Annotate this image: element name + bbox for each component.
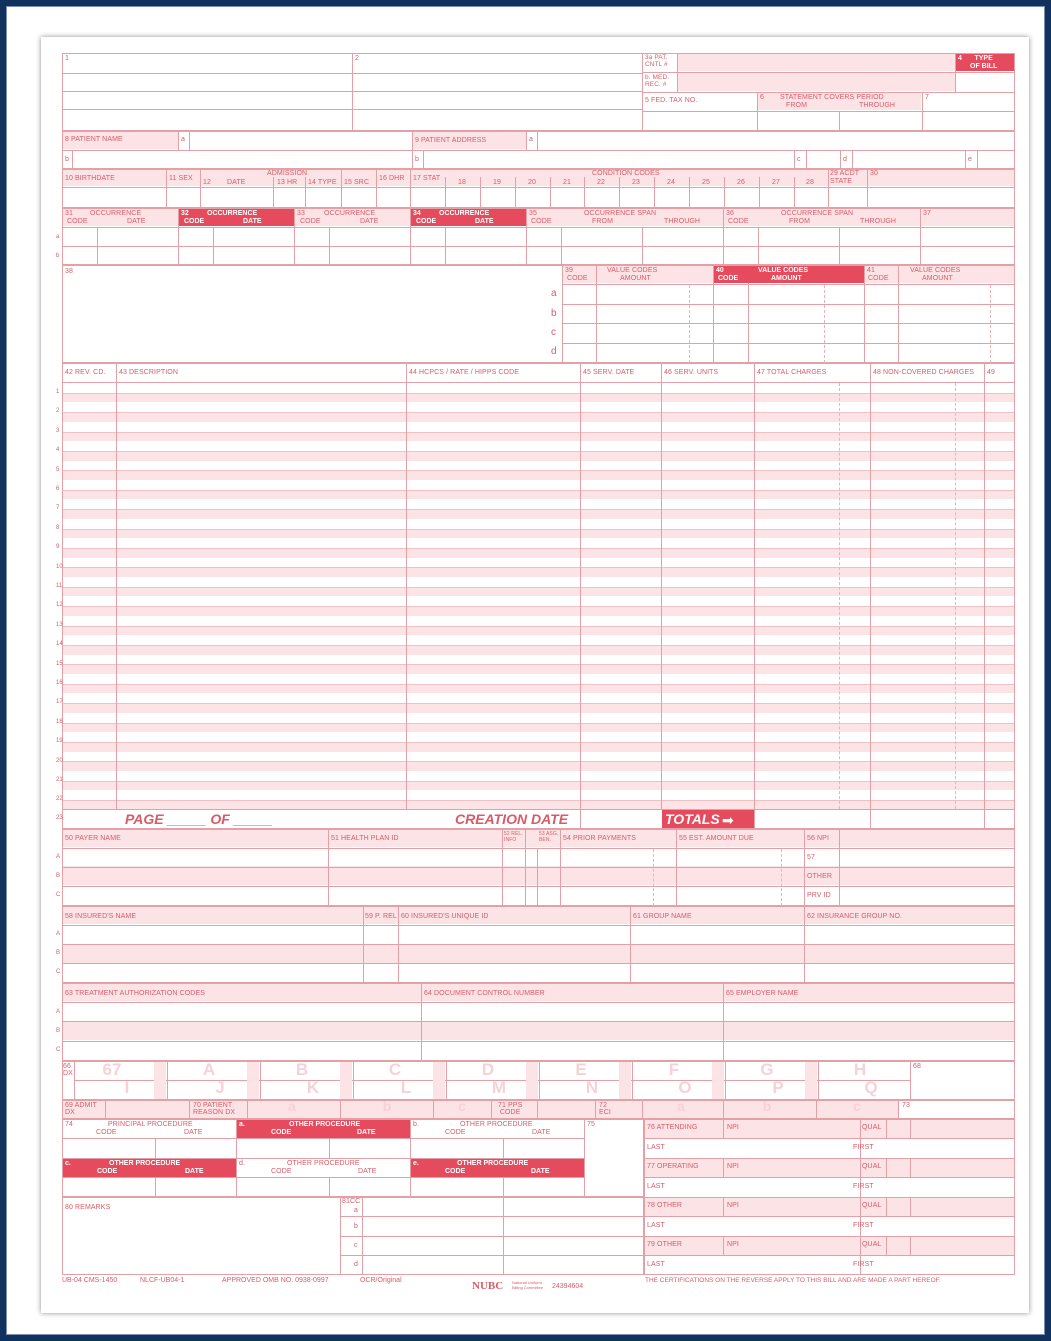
condition-code-23: 23 bbox=[632, 179, 640, 186]
physician-qual-label: QUAL bbox=[862, 1163, 882, 1170]
service-line-row[interactable] bbox=[63, 703, 1014, 713]
nlcf-label: NLCF-UB04-1 bbox=[140, 1277, 185, 1284]
physician-last-label: LAST bbox=[647, 1144, 665, 1151]
physician-npi-label: NPI bbox=[727, 1163, 739, 1170]
service-line-number: 2 bbox=[56, 408, 60, 415]
field-42-rev-cd-label: 42 REV. CD. bbox=[65, 369, 106, 376]
payer-row-a-marker: A bbox=[56, 854, 61, 860]
field-51-health-plan-id-label: 51 HEALTH PLAN ID bbox=[331, 835, 399, 842]
procedure-e-date-label: DATE bbox=[531, 1168, 550, 1175]
field-39-number: 39 bbox=[565, 267, 573, 274]
field-32-code-label: CODE bbox=[184, 218, 205, 225]
field-47-total-charges-label: 47 TOTAL CHARGES bbox=[757, 369, 827, 376]
field-53-asg-ben-label: 53 ASG. BEN. bbox=[539, 831, 559, 843]
service-line-number: 4 bbox=[56, 447, 60, 454]
field-81-cc-label: 81CC bbox=[342, 1198, 361, 1205]
physician-last-label: LAST bbox=[647, 1183, 665, 1190]
field-32-number: 32 bbox=[181, 210, 189, 217]
field-2-label: 2 bbox=[355, 55, 359, 62]
physician-first-label: FIRST bbox=[853, 1261, 874, 1268]
field-34-date-label: DATE bbox=[475, 218, 494, 225]
service-line-number: 15 bbox=[56, 660, 63, 667]
arrow-right-icon: ➡ bbox=[722, 812, 734, 828]
physician-qual-label: QUAL bbox=[862, 1202, 882, 1209]
dx-code-label-top: B bbox=[295, 1060, 309, 1079]
omb-approval-label: APPROVED OMB NO. 0938-0997 bbox=[222, 1277, 329, 1284]
field-8-patient-name-label: 8 PATIENT NAME bbox=[65, 136, 123, 143]
value-row-d-label: d bbox=[551, 346, 557, 357]
field-45-serv-date-label: 45 SERV. DATE bbox=[583, 369, 635, 376]
auth-row-a-marker: A bbox=[56, 1009, 61, 1015]
field-36-number: 36 bbox=[726, 210, 734, 217]
dx-code-label-top: E bbox=[575, 1060, 587, 1079]
dx-code-label-bottom: N bbox=[585, 1078, 599, 1097]
field-12-label: 12 bbox=[203, 179, 211, 186]
field-30-label: 30 bbox=[870, 170, 878, 177]
condition-code-26: 26 bbox=[737, 179, 745, 186]
form-id-label: UB-04 CMS-1450 bbox=[62, 1277, 118, 1284]
field-1-label: 1 bbox=[65, 55, 69, 62]
field-6-through: THROUGH bbox=[859, 102, 896, 109]
field-41-amount-label: AMOUNT bbox=[922, 275, 953, 282]
field-36-span-label: OCCURRENCE SPAN bbox=[781, 210, 854, 217]
field-74-principal-procedure-label: PRINCIPAL PROCEDURE bbox=[108, 1121, 193, 1128]
physician-76-label: 76 ATTENDING bbox=[647, 1124, 698, 1131]
service-line-row[interactable] bbox=[63, 412, 1014, 422]
field-31-code-label: CODE bbox=[67, 218, 88, 225]
insured-row-b-marker: B bbox=[56, 950, 61, 956]
field-74-number: 74 bbox=[65, 1121, 73, 1128]
service-line-number: 11 bbox=[56, 583, 63, 589]
field-31-number: 31 bbox=[65, 210, 73, 217]
field-57-label: 57 bbox=[807, 854, 815, 861]
physician-78-label: 78 OTHER bbox=[647, 1202, 683, 1209]
service-line-number: 10 bbox=[56, 563, 63, 570]
service-line-number: 9 bbox=[56, 544, 60, 551]
procedure-d-other-label: OTHER PROCEDURE bbox=[287, 1160, 360, 1167]
field-81-row-c: c bbox=[354, 1242, 358, 1249]
service-line-number: 21 bbox=[56, 777, 63, 783]
service-line-23-number: 23 bbox=[56, 815, 63, 821]
field-67-ghost-label: 67 bbox=[102, 1060, 122, 1079]
service-line-number: 3 bbox=[56, 427, 60, 434]
field-16-dhr-label: 16 DHR bbox=[379, 175, 405, 182]
field-32-date-label: DATE bbox=[243, 218, 262, 225]
dx-code-label-top: A bbox=[202, 1060, 216, 1079]
procedure-d-code-label: CODE bbox=[271, 1168, 292, 1175]
condition-code-21: 21 bbox=[563, 179, 571, 186]
field-70-patient-reason-dx-label: 70 PATIENT REASON DX bbox=[193, 1102, 236, 1116]
field-6-number: 6 bbox=[760, 94, 764, 101]
procedure-a-letter: a. bbox=[239, 1121, 245, 1128]
field-39-value-codes-label: VALUE CODES bbox=[607, 267, 658, 274]
procedure-e-header bbox=[411, 1159, 584, 1177]
field-8a-label: a bbox=[181, 136, 185, 143]
field-81-row-d: d bbox=[354, 1261, 358, 1268]
procedure-b-letter: b. bbox=[413, 1121, 420, 1128]
procedure-b-code-label: CODE bbox=[445, 1129, 466, 1136]
page-of-label: PAGE _____ OF _____ bbox=[125, 811, 273, 827]
procedure-c-date-label: DATE bbox=[185, 1168, 204, 1175]
dx-code-label-bottom: Q bbox=[864, 1078, 878, 1097]
service-line-row[interactable] bbox=[63, 761, 1014, 771]
field-33-date-label: DATE bbox=[360, 218, 379, 225]
procedure-d-letter: d. bbox=[239, 1160, 246, 1167]
field-35-through-label: THROUGH bbox=[664, 218, 701, 225]
value-row-a-label: a bbox=[551, 288, 557, 299]
condition-code-25: 25 bbox=[702, 179, 710, 186]
service-line-row[interactable] bbox=[63, 626, 1014, 636]
dx-code-label-bottom: J bbox=[215, 1078, 225, 1097]
procedure-e-code-label: CODE bbox=[445, 1168, 466, 1175]
field-57-other-label: OTHER bbox=[807, 873, 832, 880]
physician-79-label: 79 OTHER bbox=[647, 1241, 683, 1248]
field-70b-ghost: b bbox=[382, 1098, 392, 1114]
field-54-prior-payments-label: 54 PRIOR PAYMENTS bbox=[563, 835, 637, 842]
field-34-header bbox=[411, 209, 526, 226]
field-9-patient-address-label: 9 PATIENT ADDRESS bbox=[415, 137, 487, 144]
nubc-subtitle: National Uniform Billing Committee bbox=[512, 1280, 544, 1290]
page-frame bbox=[6, 6, 1045, 1335]
field-69-admit-dx-label: 69 ADMIT DX bbox=[65, 1102, 97, 1116]
procedure-e-other-label: OTHER PROCEDURE bbox=[457, 1160, 529, 1167]
procedure-b-date-label: DATE bbox=[532, 1129, 551, 1136]
field-75-label: 75 bbox=[587, 1121, 595, 1128]
field-63-treatment-authorization-label: 63 TREATMENT AUTHORIZATION CODES bbox=[65, 990, 205, 997]
certification-statement: THE CERTIFICATIONS ON THE REVERSE APPLY TO THIS BILL AND ARE MADE A PART HEREOF. bbox=[645, 1277, 941, 1284]
physician-last-label: LAST bbox=[647, 1261, 665, 1268]
physician-first-label: FIRST bbox=[853, 1222, 874, 1229]
physician-77-label: 77 OPERATING bbox=[647, 1163, 699, 1170]
physician-npi-label: NPI bbox=[727, 1241, 739, 1248]
physician-last-label: LAST bbox=[647, 1222, 665, 1229]
procedure-a-code-label: CODE bbox=[271, 1129, 292, 1136]
field-72b-ghost: b bbox=[762, 1098, 772, 1114]
field-11-sex-label: 11 SEX bbox=[169, 175, 193, 182]
procedure-a-date-label: DATE bbox=[357, 1129, 376, 1136]
field-5-label: 5 FED. TAX NO. bbox=[645, 97, 698, 104]
field-8b-label: b bbox=[65, 156, 69, 163]
ub04-claim-form-sheet bbox=[41, 37, 1029, 1313]
field-62-insurance-group-no-label: 62 INSURANCE GROUP NO. bbox=[807, 913, 903, 920]
field-4-label: TYPE OF BILL bbox=[970, 55, 998, 70]
service-line-number: 18 bbox=[56, 718, 63, 725]
service-line-row[interactable] bbox=[63, 742, 1014, 752]
field-74-code-label: CODE bbox=[96, 1129, 117, 1136]
field-31-date-label: DATE bbox=[127, 218, 146, 225]
field-44-hcpcs-label: 44 HCPCS / RATE / HIPPS CODE bbox=[409, 369, 520, 376]
field-43-description-label: 43 DESCRIPTION bbox=[119, 369, 178, 376]
service-line-number: 16 bbox=[56, 680, 63, 686]
service-line-row[interactable] bbox=[63, 451, 1014, 461]
dx-code-label-top: C bbox=[388, 1060, 402, 1079]
service-line-row[interactable] bbox=[63, 664, 1014, 674]
procedure-c-letter: c. bbox=[65, 1160, 71, 1167]
physician-first-label: FIRST bbox=[853, 1144, 874, 1151]
service-line-row[interactable] bbox=[63, 587, 1014, 597]
field-6-label: STATEMENT COVERS PERIOD bbox=[780, 94, 884, 101]
field-9e-label: e bbox=[968, 156, 972, 163]
field-3a-label: 3a PAT. CNTL # bbox=[645, 54, 668, 68]
field-34-occurrence-label: OCCURRENCE bbox=[439, 210, 490, 217]
field-35-number: 35 bbox=[529, 210, 537, 217]
field-48-non-covered-label: 48 NON-COVERED CHARGES bbox=[873, 369, 974, 376]
service-line-row[interactable] bbox=[63, 567, 1014, 577]
dx-code-label-bottom: I bbox=[124, 1078, 130, 1097]
field-4-type-of-bill-header bbox=[956, 54, 1014, 71]
field-34-code-label: CODE bbox=[416, 218, 437, 225]
value-row-c-label: c bbox=[551, 327, 557, 338]
occurrence-row-a-marker: a bbox=[56, 234, 60, 240]
field-40-header bbox=[714, 266, 864, 283]
creation-date-label: CREATION DATE bbox=[455, 811, 569, 827]
field-41-value-codes-label: VALUE CODES bbox=[910, 267, 961, 274]
insured-row-a-marker: A bbox=[56, 931, 61, 937]
procedure-c-code-label: CODE bbox=[97, 1168, 118, 1175]
field-10-birthdate-label: 10 BIRTHDATE bbox=[65, 175, 115, 182]
admission-label: ADMISSION bbox=[267, 170, 308, 177]
service-line-row[interactable] bbox=[63, 781, 1014, 791]
dx-code-label-top: H bbox=[853, 1060, 867, 1079]
service-line-row[interactable] bbox=[63, 684, 1014, 694]
field-74-date-label: DATE bbox=[184, 1129, 203, 1136]
physician-qual-label: QUAL bbox=[862, 1124, 882, 1131]
field-81-row-b: b bbox=[354, 1223, 358, 1230]
dx-code-label-top: F bbox=[668, 1060, 680, 1079]
service-line-number: 17 bbox=[56, 699, 63, 706]
dx-code-label-top: G bbox=[760, 1060, 774, 1079]
service-line-number: 12 bbox=[56, 602, 63, 609]
procedure-a-other-label: OTHER PROCEDURE bbox=[289, 1121, 361, 1128]
field-29-accident-state-label: 29 ACDT STATE bbox=[830, 170, 860, 185]
service-line-row[interactable] bbox=[63, 470, 1014, 480]
condition-code-27: 27 bbox=[772, 179, 780, 186]
field-41-number: 41 bbox=[867, 267, 875, 274]
field-40-amount-label: AMOUNT bbox=[771, 275, 802, 282]
field-72a-ghost: a bbox=[677, 1098, 685, 1114]
service-line-row[interactable] bbox=[63, 645, 1014, 655]
field-37-label: 37 bbox=[923, 210, 931, 217]
field-80-remarks-label: 80 REMARKS bbox=[65, 1204, 111, 1211]
dx-code-label-bottom: O bbox=[678, 1078, 692, 1097]
service-line-number: 22 bbox=[56, 796, 63, 803]
service-line-number: 6 bbox=[56, 486, 60, 492]
field-64-document-control-number-label: 64 DOCUMENT CONTROL NUMBER bbox=[424, 990, 545, 997]
auth-row-b-marker: B bbox=[56, 1028, 61, 1034]
field-60-insured-unique-id-label: 60 INSURED'S UNIQUE ID bbox=[401, 913, 489, 920]
payer-row-b-marker: B bbox=[56, 873, 61, 879]
service-line-number: 1 bbox=[56, 389, 60, 395]
physician-npi-label: NPI bbox=[727, 1124, 739, 1131]
dx-code-label-top: D bbox=[481, 1060, 495, 1079]
field-7-label: 7 bbox=[925, 94, 929, 101]
field-35-from-label: FROM bbox=[592, 218, 614, 225]
dx-code-label-bottom: K bbox=[306, 1078, 320, 1097]
field-4-number: 4 bbox=[958, 55, 962, 62]
service-line-row[interactable] bbox=[63, 723, 1014, 733]
field-35-span-label: OCCURRENCE SPAN bbox=[584, 210, 657, 217]
field-38-label: 38 bbox=[65, 268, 73, 275]
field-40-value-codes-label: VALUE CODES bbox=[758, 267, 809, 274]
service-line-row[interactable] bbox=[63, 529, 1014, 539]
payer-row-c-marker: C bbox=[56, 892, 61, 898]
field-71-pps-code-label: 71 PPS CODE bbox=[498, 1102, 523, 1116]
field-49-label: 49 bbox=[987, 369, 995, 376]
service-line-number: 20 bbox=[56, 757, 63, 764]
field-40-number: 40 bbox=[716, 267, 724, 274]
service-line-number: 8 bbox=[56, 524, 60, 531]
service-line-number: 14 bbox=[56, 641, 63, 648]
condition-code-24: 24 bbox=[667, 179, 675, 186]
insured-row-c-marker: C bbox=[56, 969, 61, 975]
field-72-eci-label: 72 ECI bbox=[599, 1102, 611, 1116]
field-65-employer-name-label: 65 EMPLOYER NAME bbox=[726, 990, 799, 997]
field-13-hour-label: 13 HR bbox=[277, 179, 298, 186]
field-40-code-label: CODE bbox=[718, 275, 739, 282]
service-line-number: 7 bbox=[56, 505, 60, 512]
field-58-insured-name-label: 58 INSURED'S NAME bbox=[65, 913, 137, 920]
service-line-number: 5 bbox=[56, 466, 60, 473]
physician-npi-label: NPI bbox=[727, 1202, 739, 1209]
service-line-row[interactable] bbox=[63, 606, 1014, 616]
field-81-row-a: a bbox=[354, 1207, 358, 1214]
procedure-c-other-label: OTHER PROCEDURE bbox=[109, 1160, 181, 1167]
field-59-p-rel-label: 59 P. REL bbox=[365, 913, 397, 920]
dx-code-label-bottom: L bbox=[400, 1078, 412, 1097]
field-9a-label: a bbox=[529, 136, 533, 143]
condition-code-19: 19 bbox=[493, 179, 501, 186]
nubc-logo: NUBC bbox=[472, 1280, 504, 1292]
field-9c-label: c bbox=[797, 156, 801, 163]
totals-label: TOTALS bbox=[665, 811, 720, 827]
field-36-code-label: CODE bbox=[728, 218, 749, 225]
field-34-number: 34 bbox=[413, 210, 421, 217]
field-68-label: 68 bbox=[913, 1063, 921, 1070]
procedure-e-letter: e. bbox=[413, 1160, 419, 1167]
auth-row-c-marker: C bbox=[56, 1047, 61, 1053]
service-line-row[interactable] bbox=[63, 548, 1014, 558]
procedure-a-header bbox=[237, 1120, 410, 1138]
field-6-from: FROM bbox=[786, 102, 808, 109]
field-56-npi-label: 56 NPI bbox=[807, 835, 829, 842]
totals-banner bbox=[662, 810, 754, 828]
condition-codes-label: CONDITION CODES bbox=[592, 170, 660, 177]
field-9d-label: d bbox=[843, 156, 847, 163]
field-70c-ghost: c bbox=[458, 1098, 466, 1114]
condition-code-28: 28 bbox=[806, 179, 814, 186]
service-line-row[interactable] bbox=[63, 432, 1014, 442]
physician-qual-label: QUAL bbox=[862, 1241, 882, 1248]
service-line-row[interactable] bbox=[63, 490, 1014, 500]
field-31-occurrence-label: OCCURRENCE bbox=[90, 210, 142, 217]
service-line-row[interactable] bbox=[63, 393, 1014, 403]
field-33-number: 33 bbox=[297, 210, 305, 217]
field-32-occurrence-label: OCCURRENCE bbox=[207, 210, 258, 217]
dx-code-label-bottom: M bbox=[491, 1078, 507, 1097]
field-3b-label: b. MED. REC. # bbox=[645, 74, 670, 88]
field-73-label: 73 bbox=[902, 1102, 910, 1109]
field-39-amount-label: AMOUNT bbox=[620, 275, 651, 282]
field-12-date-label: DATE bbox=[227, 179, 246, 186]
field-32-header bbox=[179, 209, 294, 226]
field-14-type-label: 14 TYPE bbox=[308, 179, 337, 186]
service-line-number: 19 bbox=[56, 738, 63, 745]
service-line-row[interactable] bbox=[63, 509, 1014, 519]
field-72c-ghost: c bbox=[853, 1098, 861, 1114]
field-41-code-label: CODE bbox=[868, 275, 889, 282]
field-15-src-label: 15 SRC bbox=[344, 179, 370, 186]
field-57-prv-id-label: PRV ID bbox=[807, 892, 831, 899]
field-52-rel-info-label: 52 REL. INFO bbox=[504, 831, 523, 843]
ub04-form bbox=[56, 53, 1015, 1292]
occurrence-row-b-marker: b bbox=[56, 253, 60, 259]
procedure-d-date-label: DATE bbox=[358, 1168, 377, 1175]
field-36-through-label: THROUGH bbox=[860, 218, 897, 225]
field-9b-label: b bbox=[415, 156, 419, 163]
field-17-stat-label: 17 STAT bbox=[413, 175, 441, 182]
field-33-code-label: CODE bbox=[300, 218, 321, 225]
field-66-dx-label: 66 DX bbox=[63, 1063, 73, 1077]
dx-code-label-bottom: P bbox=[772, 1078, 784, 1097]
condition-code-22: 22 bbox=[597, 179, 605, 186]
field-36-from-label: FROM bbox=[789, 218, 811, 225]
field-61-group-name-label: 61 GROUP NAME bbox=[633, 913, 692, 920]
field-33-occurrence-label: OCCURRENCE bbox=[324, 210, 376, 217]
condition-code-18: 18 bbox=[458, 179, 466, 186]
value-row-b-label: b bbox=[551, 308, 557, 319]
ocr-original-label: OCR/Original bbox=[360, 1277, 402, 1284]
field-39-code-label: CODE bbox=[567, 275, 588, 282]
procedure-c-header bbox=[63, 1159, 236, 1177]
procedure-b-other-label: OTHER PROCEDURE bbox=[460, 1121, 533, 1128]
field-55-est-amount-due-label: 55 EST. AMOUNT DUE bbox=[679, 835, 754, 842]
form-number-label: 24394604 bbox=[552, 1283, 584, 1290]
field-50-payer-name-label: 50 PAYER NAME bbox=[65, 835, 121, 842]
service-line-number: 13 bbox=[56, 621, 63, 628]
field-70a-ghost: a bbox=[288, 1098, 296, 1114]
field-46-serv-units-label: 46 SERV. UNITS bbox=[664, 369, 719, 376]
physician-first-label: FIRST bbox=[853, 1183, 874, 1190]
field-35-code-label: CODE bbox=[531, 218, 552, 225]
condition-code-20: 20 bbox=[528, 179, 536, 186]
